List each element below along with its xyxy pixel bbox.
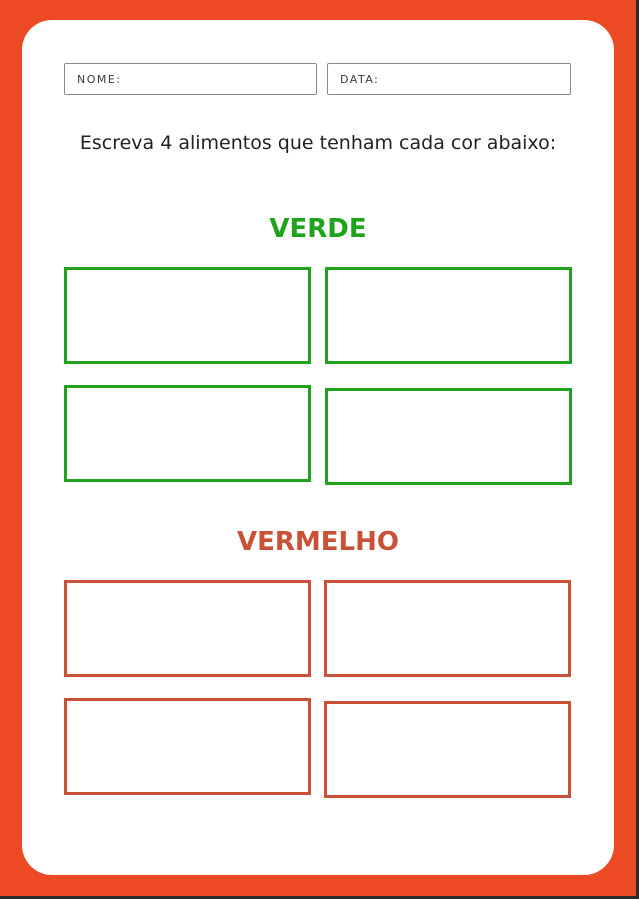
green-answer-box-2[interactable] bbox=[325, 267, 572, 364]
green-section-title: VERDE bbox=[269, 214, 367, 244]
date-field[interactable] bbox=[327, 63, 571, 95]
red-answer-box-2[interactable] bbox=[324, 580, 571, 677]
red-section-title: VERMELHO bbox=[237, 527, 399, 557]
name-label: NOME: bbox=[77, 72, 122, 86]
green-answer-box-1[interactable] bbox=[64, 267, 311, 364]
worksheet-card bbox=[22, 20, 614, 875]
green-answer-box-4[interactable] bbox=[325, 388, 572, 485]
date-label: DATA: bbox=[340, 72, 380, 86]
red-answer-box-1[interactable] bbox=[64, 580, 311, 677]
red-answer-box-4[interactable] bbox=[324, 701, 571, 798]
green-answer-box-3[interactable] bbox=[64, 385, 311, 482]
instruction-text: Escreva 4 alimentos que tenham cada cor abaixo: bbox=[79, 132, 557, 154]
name-field[interactable] bbox=[64, 63, 317, 95]
red-answer-box-3[interactable] bbox=[64, 698, 311, 795]
